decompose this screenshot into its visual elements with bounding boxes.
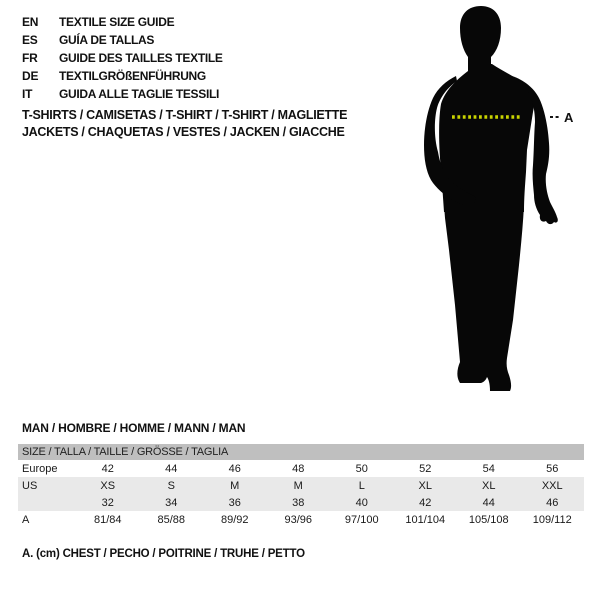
size-table [18,444,584,528]
size-cell: 48 [292,462,305,475]
size-cell: 85/88 [157,513,186,526]
table-row [18,460,584,477]
size-cell: XS [76,477,140,494]
size-cell: 105/108 [468,513,509,526]
table-row [18,477,584,494]
category-line: T-SHIRTS / CAMISETAS / T-SHIRT / T-SHIRT / MAGLIETTE [22,108,348,122]
size-cell: 56 [546,462,559,475]
size-cell: 44 [457,494,521,511]
size-cell: 40 [330,494,394,511]
language-code: IT [22,87,33,101]
language-row [22,31,223,49]
language-code: DE [22,69,39,83]
size-cell: 34 [140,494,204,511]
language-row [22,67,223,85]
language-row [22,49,223,67]
size-table-header-row [18,444,584,460]
language-title: GUIDA ALLE TAGLIE TESSILI [59,87,220,101]
size-cell: 109/112 [532,513,572,526]
size-cell: 38 [267,494,331,511]
size-cell: XXL [521,477,585,494]
language-code: EN [22,15,39,29]
measurement-footnote: A. (cm) CHEST / PECHO / POITRINE / TRUHE / PETTO [22,548,305,560]
size-cell: L [330,477,394,494]
section-title-man: MAN / HOMBRE / HOMME / MANN / MAN [22,421,246,435]
language-list [22,13,223,103]
size-cell: 101/104 [405,513,446,526]
size-cell: 32 [76,494,140,511]
row-label: A [22,513,30,526]
size-cell: 81/84 [93,513,122,526]
row-label: US [18,477,76,494]
category-line: JACKETS / CHAQUETAS / VESTES / JACKEN / GIACCHE [22,125,345,139]
size-cell: 54 [482,462,495,475]
size-table-header: SIZE / TALLA / TAILLE / GRÖSSE / TAGLIA [18,444,584,460]
size-cell: S [140,477,204,494]
silhouette-legs [444,205,524,391]
size-cell: XL [394,477,458,494]
size-cell: 89/92 [220,513,249,526]
language-title: GUÍA DE TALLAS [59,33,155,47]
size-cell: M [203,477,267,494]
size-cell: 46 [521,494,585,511]
language-code: ES [22,33,38,47]
language-row [22,13,223,31]
size-cell: 52 [419,462,432,475]
man-silhouette-icon [424,6,558,391]
language-title: TEXTILE SIZE GUIDE [59,15,175,29]
size-cell: 42 [394,494,458,511]
size-cell: XL [457,477,521,494]
table-row [18,494,584,511]
language-row [22,85,223,103]
table-row [18,511,584,528]
man-figure [400,0,600,400]
size-cell: 93/96 [284,513,313,526]
row-label [18,494,76,511]
language-title: GUIDE DES TAILLES TEXTILE [59,51,223,65]
size-cell: M [267,477,331,494]
measure-label-a: A [564,110,574,125]
row-label: Europe [22,462,58,475]
category-list [22,107,347,141]
size-cell: 42 [101,462,114,475]
language-title: TEXTILGRÖßENFÜHRUNG [59,69,206,83]
size-cell: 36 [203,494,267,511]
size-cell: 50 [355,462,368,475]
size-cell: 46 [228,462,241,475]
size-table-body [18,460,584,528]
silhouette-head [460,6,501,70]
size-cell: 44 [165,462,178,475]
size-cell: 97/100 [344,513,379,526]
language-code: FR [22,51,38,65]
